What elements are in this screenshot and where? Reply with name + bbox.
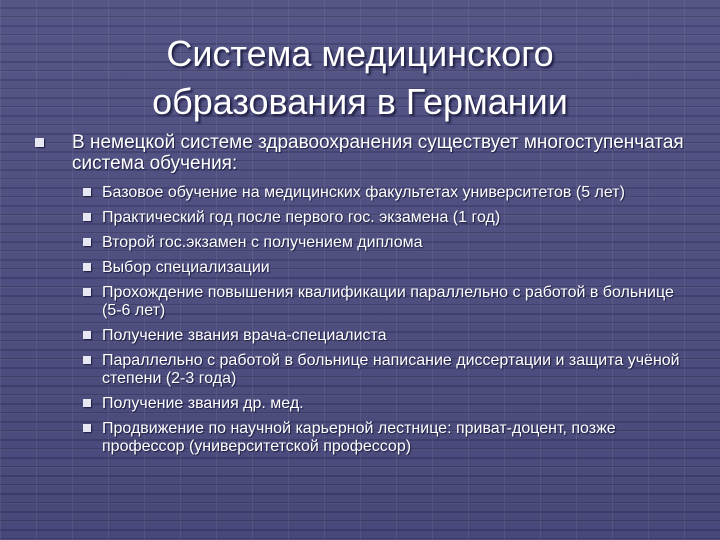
list-item-text: Получение звания др. мед. [102, 395, 304, 412]
sub-bullet-list [32, 184, 692, 456]
list-item-text: Выбор специализации [102, 259, 270, 276]
list-item [32, 184, 692, 202]
list-item [32, 395, 692, 413]
intro-text: В немецкой системе здравоохранения существует многоступенчатая система обучения: [72, 132, 684, 174]
square-bullet-icon [83, 213, 91, 221]
square-bullet-icon [83, 356, 91, 364]
square-bullet-icon [83, 238, 91, 246]
slide-title [40, 30, 680, 126]
square-bullet-icon [83, 263, 91, 271]
list-item [32, 327, 692, 345]
square-bullet-icon [83, 331, 91, 339]
list-item-text: Продвижение по научной карьерной лестнице: приват-доцент, позже профессор (университетской профессор) [102, 420, 616, 455]
square-bullet-icon [83, 424, 91, 432]
list-item-text: Базовое обучение на медицинских факультетах университетов (5 лет) [102, 184, 625, 201]
square-bullet-icon [83, 399, 91, 407]
title-line-2: образования в Германии [152, 81, 568, 122]
square-bullet-icon [83, 188, 91, 196]
list-item-text: Второй гос.экзамен с получением диплома [102, 234, 423, 251]
bullet-level1 [32, 132, 692, 174]
list-item-text: Получение звания врача-специалиста [102, 327, 387, 344]
list-item-text: Прохождение повышения квалификации параллельно с работой в больнице (5-6 лет) [102, 284, 674, 319]
list-item [32, 234, 692, 252]
list-item [32, 209, 692, 227]
list-item-text: Практический год после первого гос. экзамена (1 год) [102, 209, 501, 226]
list-item-text: Параллельно с работой в больнице написание диссертации и защита учёной степени (2-3 года) [102, 352, 680, 387]
slide-body [32, 132, 692, 463]
list-item [32, 259, 692, 277]
list-item [32, 352, 692, 388]
square-bullet-icon [35, 138, 44, 147]
square-bullet-icon [83, 288, 91, 296]
list-item [32, 284, 692, 320]
list-item [32, 420, 692, 456]
title-line-1: Система медицинского [166, 33, 554, 74]
